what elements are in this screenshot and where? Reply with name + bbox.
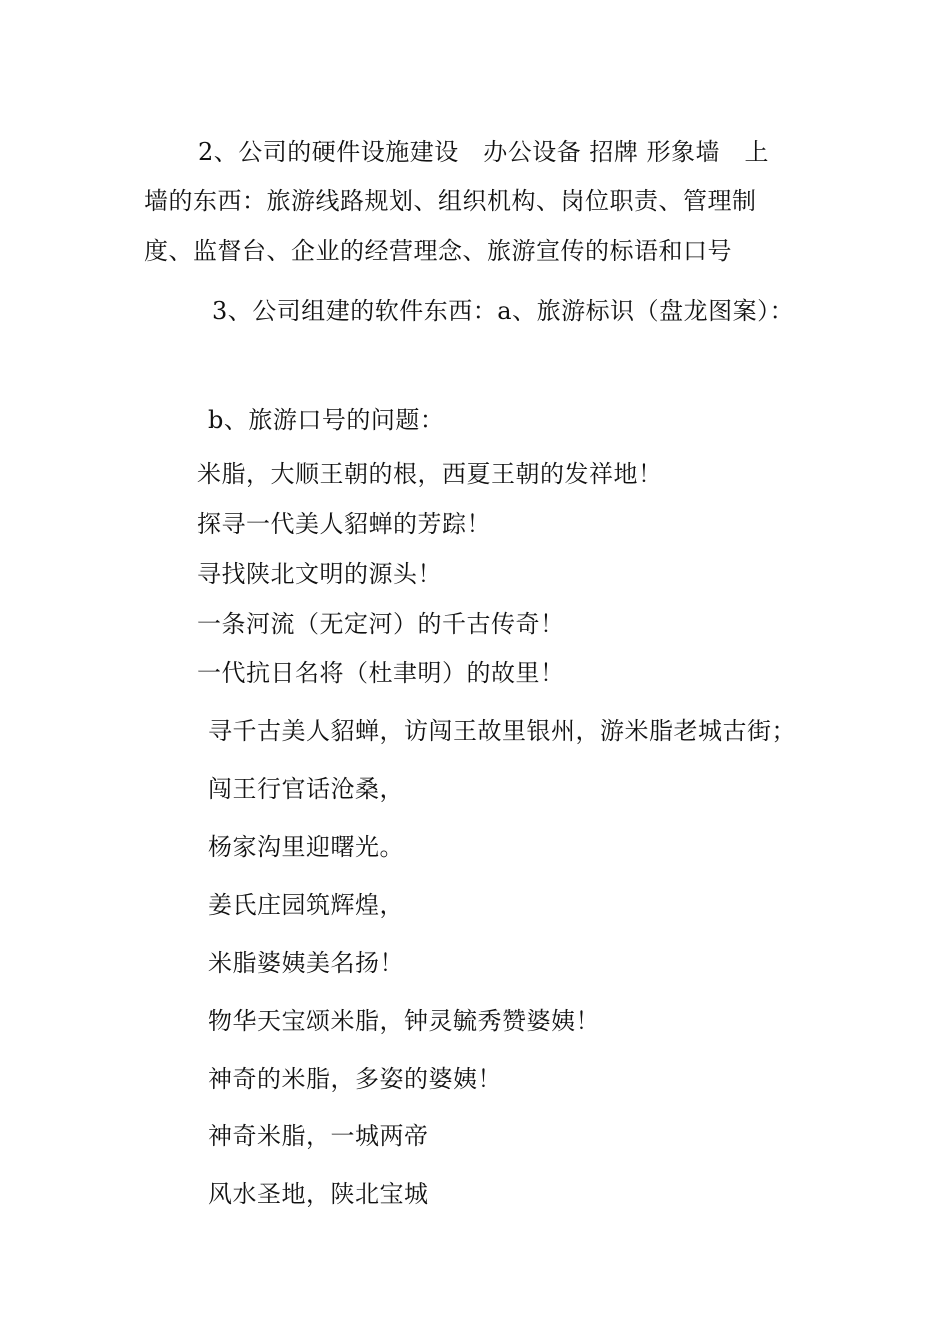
slogan-line: 寻千古美人貂蝉，访闯王故里银州，游米脂老城古街； xyxy=(208,717,796,745)
slogan-line: 一代抗日名将（杜聿明）的故里！ xyxy=(197,659,565,687)
slogan-line: 姜氏庄园筑辉煌， xyxy=(208,891,404,919)
slogan-line: 探寻一代美人貂蝉的芳踪！ xyxy=(197,510,491,538)
slogan-line: 神奇米脂，一城两帝 xyxy=(208,1122,429,1150)
slogan-line: 寻找陕北文明的源头！ xyxy=(197,560,442,588)
section2-line-1: 2、公司的硬件设施建设 办公设备 招牌 形象墙 上 xyxy=(198,138,770,166)
slogan-line: 风水圣地，陕北宝城 xyxy=(208,1180,429,1208)
section3-heading: 3、公司组建的软件东西：a、旅游标识（盘龙图案）： xyxy=(212,297,795,325)
section2-line-2: 墙的东西：旅游线路规划、组织机构、岗位职责、管理制 xyxy=(144,187,757,215)
slogan-line: 神奇的米脂，多姿的婆姨！ xyxy=(208,1065,502,1093)
slogan-line: 杨家沟里迎曙光。 xyxy=(208,833,404,861)
slogan-line: 一条河流（无定河）的千古传奇！ xyxy=(197,610,565,638)
slogan-line: 闯王行官话沧桑， xyxy=(208,775,404,803)
section2-line-3: 度、监督台、企业的经营理念、旅游宣传的标语和口号 xyxy=(144,237,732,265)
slogan-line: 米脂，大顺王朝的根，西夏王朝的发祥地！ xyxy=(197,460,663,488)
slogan-line: 物华天宝颂米脂，钟灵毓秀赞婆姨！ xyxy=(208,1007,600,1035)
slogans-heading: b、旅游口号的问题： xyxy=(208,406,445,434)
slogan-line: 米脂婆姨美名扬！ xyxy=(208,949,404,977)
